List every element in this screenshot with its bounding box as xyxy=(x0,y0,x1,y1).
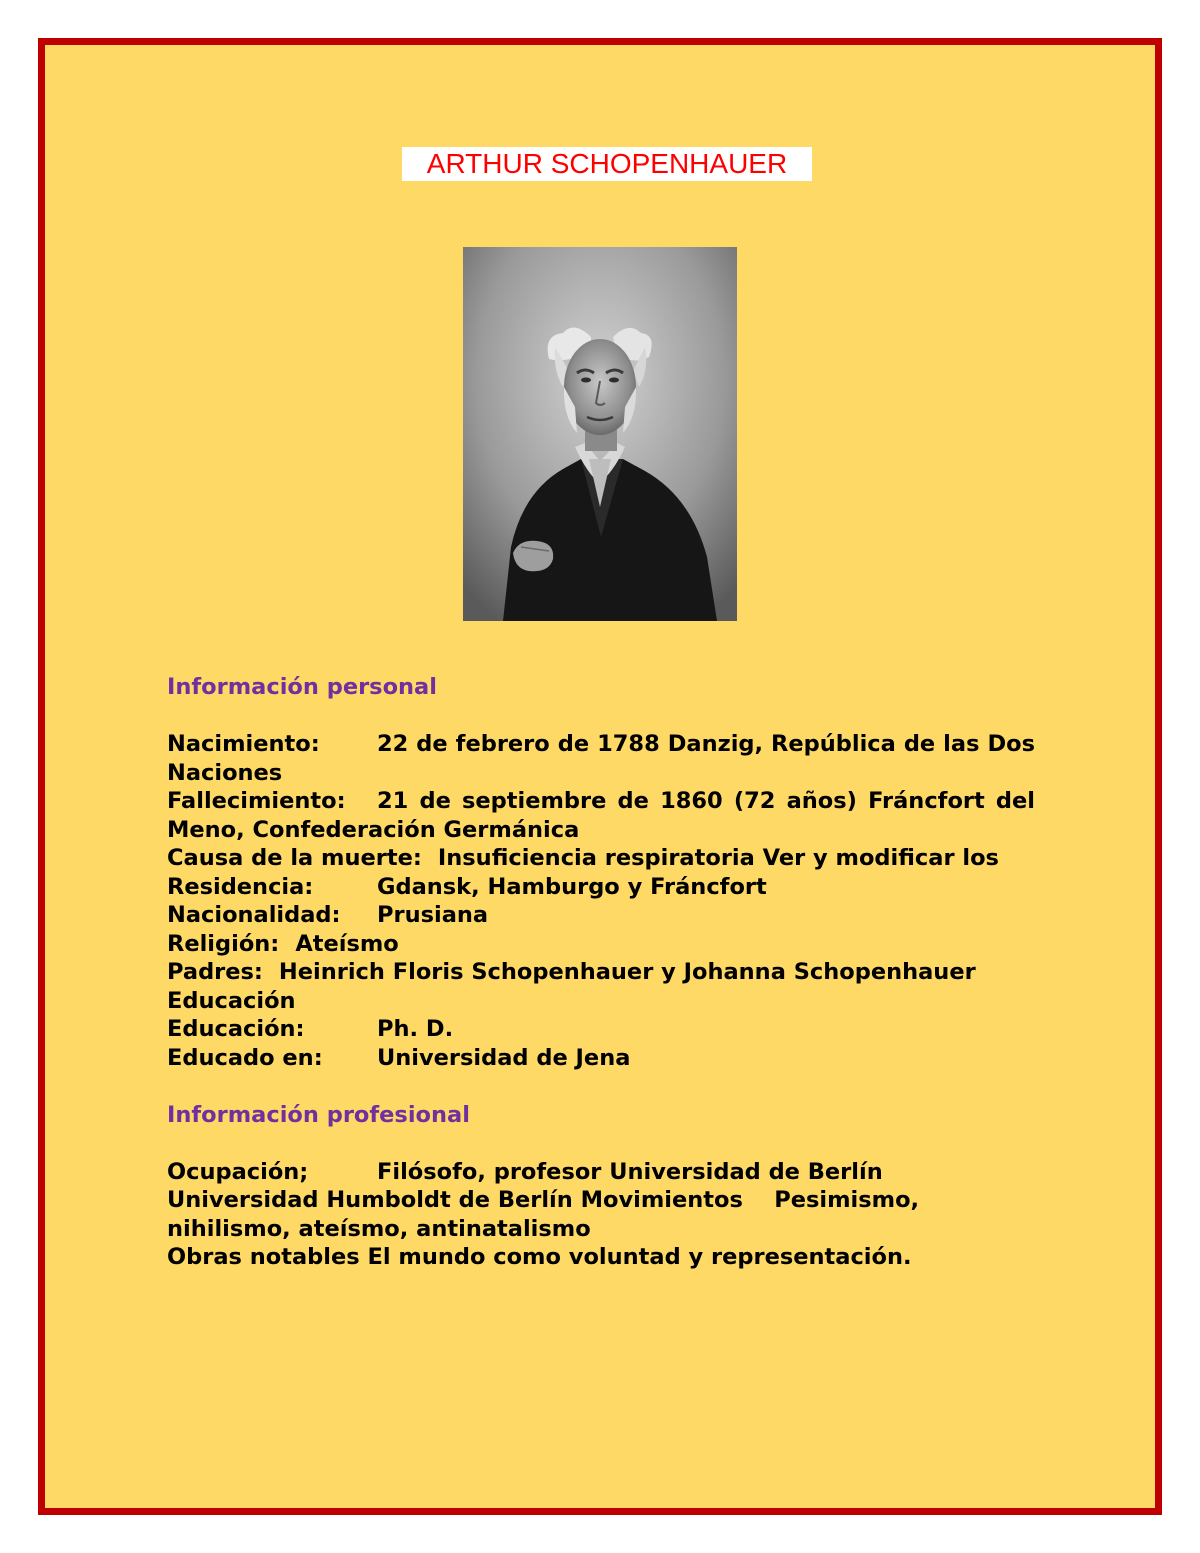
movements-value: Pesimismo, nihilismo, ateísmo, antinatalismo xyxy=(167,1187,920,1242)
university-movements-row xyxy=(167,1186,957,1243)
religion-row xyxy=(167,930,1035,959)
cause-of-death-value: Insuficiencia respiratoria Ver y modificar los xyxy=(437,845,999,871)
nationality-label: Nacionalidad: xyxy=(167,902,341,928)
university-line: Universidad Humboldt de Berlín Movimientos xyxy=(167,1187,743,1213)
education-subheading: Educación xyxy=(167,987,296,1014)
occupation-label: Ocupación; xyxy=(167,1158,309,1185)
educated-in-row xyxy=(167,1044,1035,1073)
death-row xyxy=(167,787,1035,844)
residence-row xyxy=(167,873,1035,902)
educated-in-label: Educado en: xyxy=(167,1044,323,1071)
residence-label: Residencia: xyxy=(167,873,314,900)
death-value: 21 de septiembre de 1860 (72 años) Fráncfort del Meno, Confederación Germánica xyxy=(167,788,1035,843)
educated-in-value: Universidad de Jena xyxy=(377,1044,631,1071)
nationality-row xyxy=(167,901,1035,930)
occupation-value: Filósofo, profesor Universidad de Berlín xyxy=(377,1158,883,1185)
professional-info-heading: Información profesional xyxy=(167,1101,470,1128)
religion-label: Religión: xyxy=(167,930,280,957)
education-label: Educación: xyxy=(167,1016,305,1042)
notable-works-row xyxy=(167,1243,1035,1272)
birth-value: 22 de febrero de 1788 Danzig, República de las Dos Naciones xyxy=(167,731,1035,786)
notable-works-label: Obras notables xyxy=(167,1244,360,1270)
occupation-row xyxy=(167,1158,1035,1187)
education-value: Ph. D. xyxy=(377,1016,454,1042)
education-row xyxy=(167,1015,1035,1044)
birth-row xyxy=(167,730,1035,787)
parents-value: Heinrich Floris Schopenhauer y Johanna Schopenhauer xyxy=(278,959,976,985)
document-page xyxy=(38,38,1162,1515)
portrait-photo xyxy=(463,247,737,621)
birth-label: Nacimiento: xyxy=(167,731,320,757)
parents-label: Padres: xyxy=(167,959,263,985)
cause-of-death-label: Causa de la muerte: xyxy=(167,845,422,871)
page-title: ARTHUR SCHOPENHAUER xyxy=(402,147,812,181)
personal-info-heading: Información personal xyxy=(167,674,437,700)
residence-value: Gdansk, Hamburgo y Fráncfort xyxy=(377,873,767,900)
parents-row xyxy=(167,958,1035,987)
notable-works-value: El mundo como voluntad y representación. xyxy=(367,1244,912,1270)
nationality-value: Prusiana xyxy=(377,902,489,928)
cause-of-death-row xyxy=(167,844,1035,873)
biography-content xyxy=(167,673,1035,1272)
death-label: Fallecimiento: xyxy=(167,788,346,814)
religion-value: Ateísmo xyxy=(295,930,399,957)
